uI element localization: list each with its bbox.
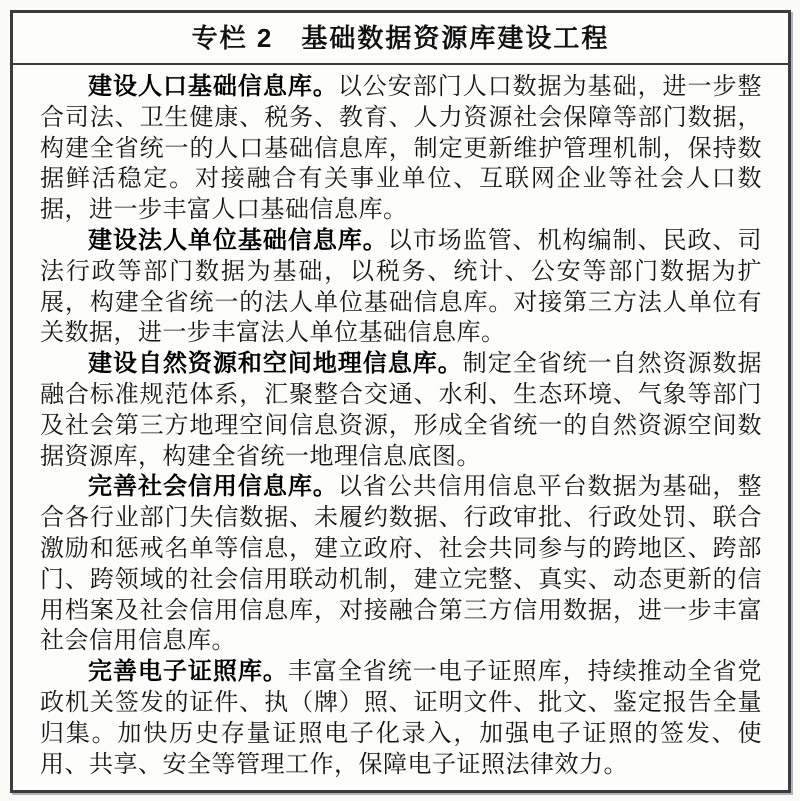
paragraph-natural-resources: [40, 349, 762, 472]
paragraph-lead: 完善社会信用信息库。: [88, 473, 338, 501]
paragraph-text: 丰富全省统一电子证照库，持续推动全省党政机关签发的证件、执（牌）照、证明文件、批文、鉴定报告全量归集。加快历史存量证照电子化录入，加强电子证照的签发、使用、共享、安全等管理工作，保障电子证照法律效力。: [40, 659, 763, 778]
paragraph-text: 以省公共信用信息平台数据为基础，整合各行业部门失信数据、未履约数据、行政审批、行政处罚、联合激励和惩戒名单等信息，建立政府、社会共同参与的跨地区、跨部门、跨领域的社会信用联动机制，建立完整、真实、动态更新的信用档案及社会信用信息库，对接融合第三方信用数据，进一步丰富社会信用信息库。: [40, 474, 763, 655]
column-panel: [10, 10, 791, 793]
paragraph-text: 以公安部门人口数据为基础，进一步整合司法、卫生健康、税务、教育、人力资源社会保障等部门数据，构建全省统一的人口基础信息库，制定更新维护管理机制，保持数据鲜活稳定。对接融合有关事业单位、互联网企业等社会人口数据，进一步丰富人口基础信息库。: [40, 74, 763, 224]
paragraph-lead: 完善电子证照库。: [88, 658, 288, 686]
paragraph-social-credit: [40, 472, 762, 657]
paragraph-population: [40, 72, 762, 226]
paragraph-legal-entity: [40, 226, 762, 349]
panel-title: 专栏 2 基础数据资源库建设工程: [13, 13, 788, 65]
paragraph-text: 以市场监管、机构编制、民政、司法行政等部门数据为基础，以税务、统计、公安等部门数据为扩展，构建全省统一的法人单位基础信息库。对接第三方法人单位有关数据，进一步丰富法人单位基础信息库。: [40, 227, 763, 347]
paragraph-lead: 建设自然资源和空间地理信息库。: [88, 350, 463, 378]
paragraph-lead: 建设法人单位基础信息库。: [88, 226, 388, 254]
panel-body: [13, 65, 788, 790]
paragraph-text: 制定全省统一自然资源数据融合标准规范体系，汇聚整合交通、水利、生态环境、气象等部门及社会第三方地理空间信息资源，形成全省统一的自然资源空间数据资源库，构建全省统一地理信息底图。: [40, 351, 763, 470]
paragraph-e-license: [40, 657, 762, 780]
paragraph-lead: 建设人口基础信息库。: [88, 73, 338, 100]
